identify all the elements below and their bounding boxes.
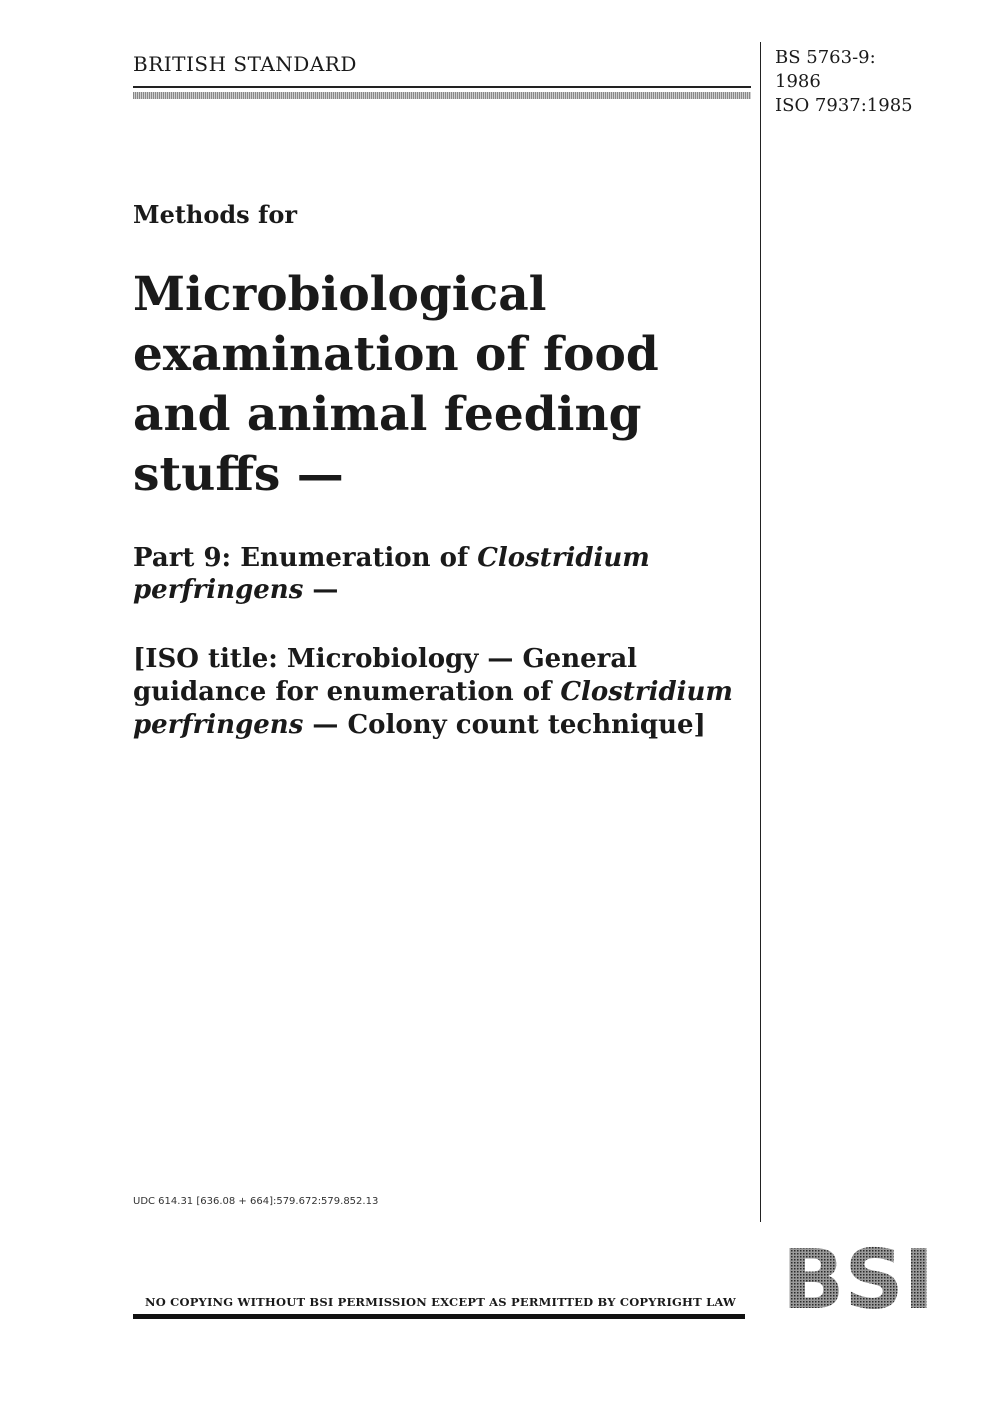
column-divider [760,42,761,1222]
bsi-logo [770,1244,946,1320]
standard-number: BS 5763-9: 1986 ISO 7937:1985 [775,47,913,116]
iso-title [133,643,733,742]
header-rule [133,86,751,88]
main-title: Microbiological examination of food and animal feeding stuffs — [133,267,659,502]
part-title-suffix: — [303,575,339,605]
iso-title-prefix: [ISO title: Microbiology — General guidance for enumeration of [133,644,638,707]
part-title [133,542,733,606]
part-title-organism: Clostridium perfringens [133,543,650,605]
bsi-logo-text: BSI [781,1244,935,1316]
header-hatched-rule [133,92,751,99]
footer-rule [133,1314,745,1319]
part-title-prefix: Part 9: Enumeration of [133,543,478,573]
iso-title-suffix: — Colony count technique] [303,710,706,740]
copyright-notice: NO COPYING WITHOUT BSI PERMISSION EXCEPT AS PERMITTED BY COPYRIGHT LAW [145,1295,737,1309]
document-type-label: BRITISH STANDARD [133,52,357,76]
udc-classification: UDC 614.31 [636.08 + 664]:579.672:579.852.13 [133,1196,379,1207]
title-prefix: Methods for [133,200,298,229]
iso-title-organism: Clostridium perfringens [133,677,733,740]
